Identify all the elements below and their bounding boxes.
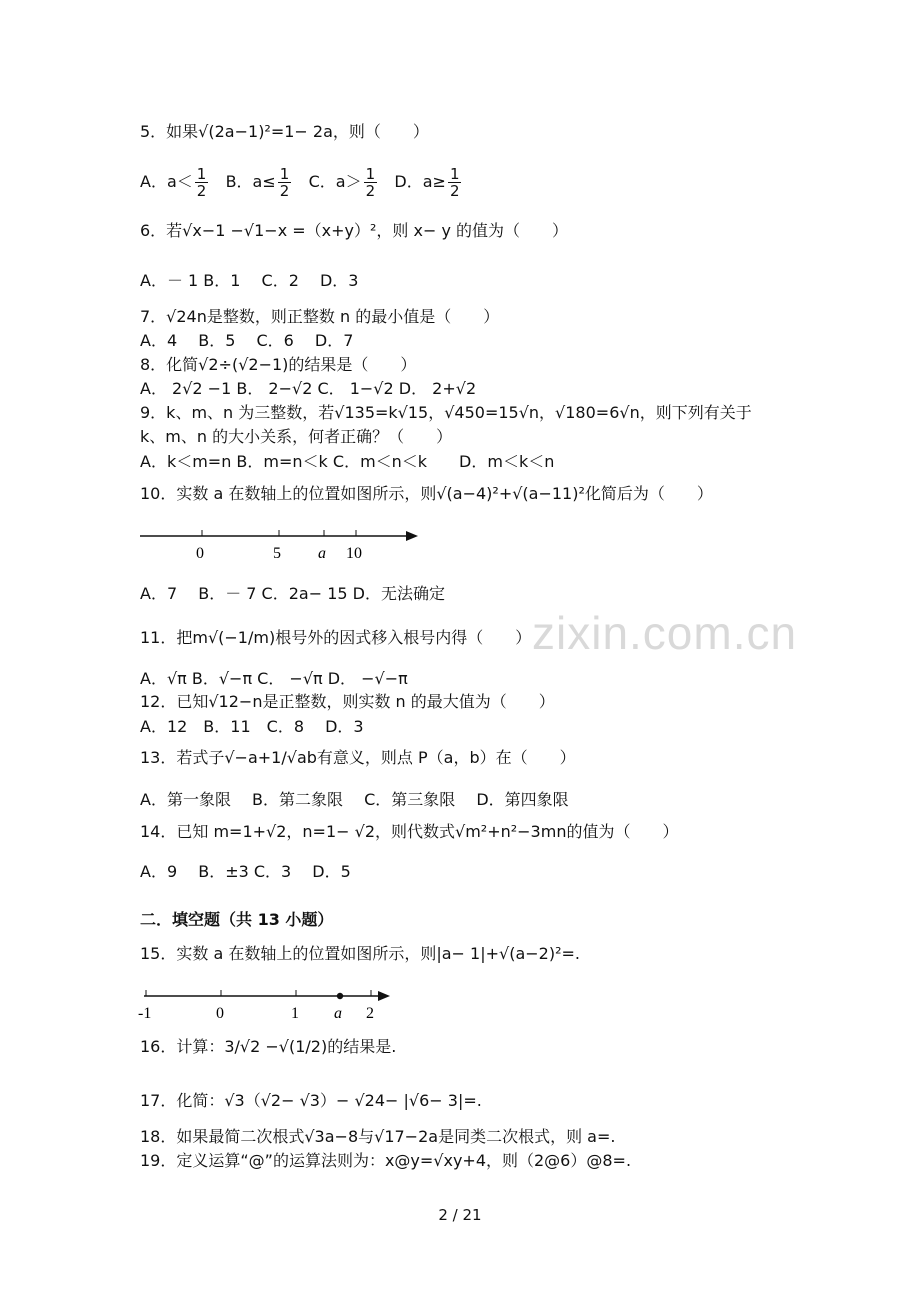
question-17: 17．化简：√3（√2− √3）− √24− |√6− 3|=. xyxy=(140,1091,482,1110)
page-number: 2 / 21 xyxy=(438,1206,482,1224)
tick-label-5: 5 xyxy=(273,545,281,562)
question-9-line-1: 9．k、m、n 为三整数，若√135=k√15，√450=15√n，√180=6√n，则下列有关于 xyxy=(140,403,752,422)
question-14: 14．已知 m=1+√2，n=1− √2，则代数式√m²+n²−3mn的值为（ ） xyxy=(140,822,679,841)
tick-label-0: 0 xyxy=(196,545,204,562)
question-6-options: A．－ 1 B．1 C．2 D．3 xyxy=(140,271,359,290)
question-9-options: A．k＜m=n B．m=n＜k C．m＜n＜k D．m＜k＜n xyxy=(140,452,555,471)
question-8: 8．化简√2÷(√2−1)的结果是（ ） xyxy=(140,355,417,374)
fraction-one-half: $\frac{1}{2}$ xyxy=(365,165,376,200)
tick-label-1: 1 xyxy=(291,1005,299,1022)
tick-label-neg1: -1 xyxy=(138,1005,152,1022)
question-19: 19．定义运算“@”的运算法则为：x@y=√xy+4，则（2@6）@8=. xyxy=(140,1151,632,1170)
option-b-prefix: B．a≤ xyxy=(225,172,276,191)
question-13-options: A．第一象限 B．第二象限 C．第三象限 D．第四象限 xyxy=(140,790,569,809)
point-label-a: a xyxy=(318,545,326,562)
fraction-one-half: $\frac{1}{2}$ xyxy=(449,165,460,200)
number-line-1 xyxy=(138,522,423,564)
question-15: 15．实数 a 在数轴上的位置如图所示，则|a− 1|+√(a−2)²=. xyxy=(140,944,580,963)
fraction-one-half: $\frac{1}{2}$ xyxy=(279,165,290,200)
question-11: 11．把m√(−1/m)根号外的因式移入根号内得（ ） xyxy=(140,628,532,647)
tick-label-0: 0 xyxy=(216,1005,224,1022)
number-line-2 xyxy=(138,986,398,1022)
option-a-prefix: A．a＜ xyxy=(140,172,193,191)
question-10: 10．实数 a 在数轴上的位置如图所示，则√(a−4)²+√(a−11)²化简后为（ ） xyxy=(140,484,713,503)
question-13: 13．若式子√−a+1/√ab有意义，则点 P（a，b）在（ ） xyxy=(140,748,576,767)
question-14-options: A．9 B．±3 C．3 D．5 xyxy=(140,862,351,881)
question-11-options: A．√π B．√−π C． −√π D． −√−π xyxy=(140,669,408,688)
watermark: zixin.com.cn xyxy=(532,607,798,659)
question-5: 5．如果√(2a−1)²=1− 2a，则（ ） xyxy=(140,122,429,141)
question-12-options: A．12 B．11 C．8 D．3 xyxy=(140,717,364,736)
question-8-options: A． 2√2 −1 B． 2−√2 C． 1−√2 D． 2+√2 xyxy=(140,379,477,398)
option-d-prefix: D．a≥ xyxy=(394,172,446,191)
question-18: 18．如果最简二次根式√3a−8与√17−2a是同类二次根式，则 a=. xyxy=(140,1127,616,1146)
tick-label-2: 2 xyxy=(366,1005,374,1022)
question-6: 6．若√x−1 −√1−x =（x+y）²，则 x− y 的值为（ ） xyxy=(140,221,569,240)
question-5-options xyxy=(140,166,463,199)
section-heading-fill-blank: 二．填空题（共 13 小题） xyxy=(140,910,334,929)
question-12: 12．已知√12−n是正整数，则实数 n 的最大值为（ ） xyxy=(140,692,555,711)
point-label-a: a xyxy=(334,1005,342,1022)
question-10-options: A．7 B．－ 7 C．2a− 15 D．无法确定 xyxy=(140,584,445,603)
question-7: 7．√24n是整数，则正整数 n 的最小值是（ ） xyxy=(140,307,500,326)
question-7-options: A．4 B．5 C．6 D．7 xyxy=(140,331,354,350)
question-9-line-2: k、m、n 的大小关系，何者正确？（ ） xyxy=(140,427,453,446)
tick-label-10: 10 xyxy=(346,545,362,562)
point-a-marker xyxy=(337,993,343,999)
question-16: 16．计算：3/√2 −√(1/2)的结果是. xyxy=(140,1037,397,1056)
fraction-one-half: $\frac{1}{2}$ xyxy=(196,165,207,200)
option-c-prefix: C．a＞ xyxy=(308,172,362,191)
